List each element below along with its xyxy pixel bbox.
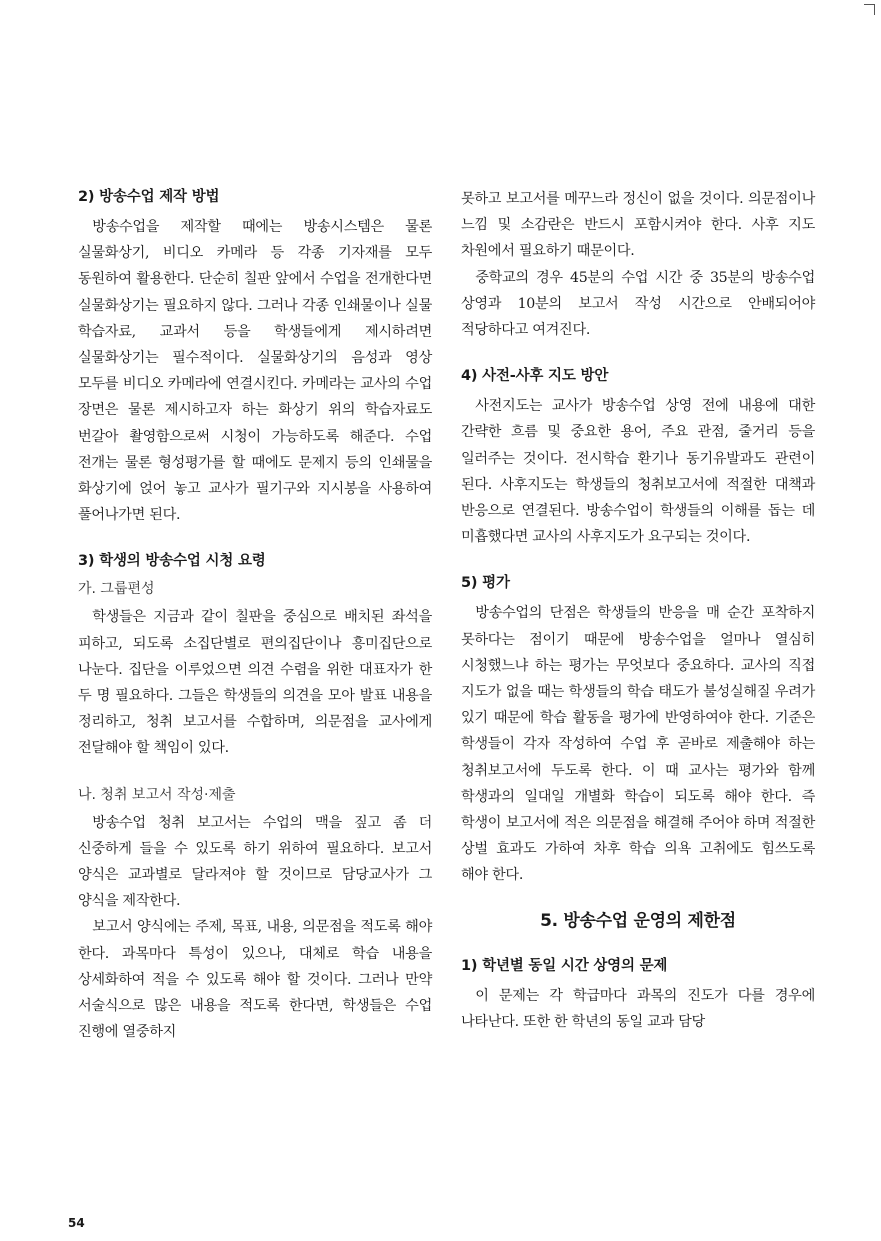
chapter-5-section-1-paragraph: 이 문제는 각 학급마다 과목의 진도가 다를 경우에 나타난다. 또한 한 학년의 동일 교과 담당 [461, 987, 815, 1030]
section-3b-heading: 나. 청취 보고서 작성·제출 [78, 786, 236, 803]
section-3b-paragraph-2: 보고서 양식에는 주제, 목표, 내용, 의문점을 적도록 해야 한다. 과목마다 특성이 있으나, 대체로 학습 내용을 상세화하여 적을 수 있도록 해야 할 것이다. 그러나 만약 서술식으로 많은 내용을 적도록 한다면, 학생들은 수업 진행에 열중하지 [78, 919, 432, 1041]
right-column [461, 186, 815, 1035]
page-corner-mark [864, 4, 875, 15]
section-4-heading: 4) 사전-사후 지도 방안 [461, 368, 609, 385]
section-5-heading: 5) 평가 [461, 575, 510, 592]
section-3b-paragraph-1: 방송수업 청취 보고서는 수업의 맥을 짚고 좀 더 신중하게 들을 수 있도록 하기 위하여 필요하다. 보고서 양식은 교과별로 달라져야 할 것이므로 담당교사가 그 양식을 제작한다. [78, 814, 432, 910]
page-number: 54 [68, 1216, 85, 1230]
section-4-paragraph: 사전지도는 교사가 방송수업 상영 전에 내용에 대한 간략한 흐름 및 중요한 용어, 주요 관점, 줄거리 등을 일러주는 것이다. 전시학습 환기나 동기유발과도 관련이 된다. 사후지도는 학생들의 청취보고서에 적절한 대책과 반응으로 연결된다. 방송수업이 학생들의 이해를 돕는 데 미흡했다면 교사의 사후지도가 요구되는 것이다. [461, 398, 815, 546]
section-3a-heading: 가. 그룹편성 [78, 581, 155, 598]
section-5-paragraph: 방송수업의 단점은 학생들의 반응을 매 순간 포착하지 못하다는 점이기 때문에 방송수업을 얼마나 열심히 시청했느냐 하는 평가는 무엇보다 중요하다. 교사의 직접 지도가 없을 때는 학생들의 학습 태도가 불성실해질 우려가 있기 때문에 학습 활동을 평가에 반영하여야 한다. 기준은 학생들이 각자 작성하여 수업 후 곧바로 제출해야 하는 청취보고서에 두도록 한다. 이 때 교사는 평가와 함께 학생과의 일대일 개별화 학습이 되도록 해야 한다. 즉 학생이 보고서에 적은 의문점을 해결해 주어야 하며 적절한 상벌 효과도 가하여 차후 학습 의욕 고취에도 힘쓰도록 해야 한다. [461, 605, 815, 884]
section-2-heading: 2) 방송수업 제작 방법 [78, 189, 220, 205]
section-3-heading: 3) 학생의 방송수업 시청 요령 [78, 553, 266, 570]
timing-paragraph: 중학교의 경우 45분의 수업 시간 중 35분의 방송수업 상영과 10분의 보고서 작성 시간으로 안배되어야 적당하다고 여겨진다. [461, 269, 815, 339]
section-3a-paragraph: 학생들은 지금과 같이 칠판을 중심으로 배치된 좌석을 피하고, 되도록 소집단별로 편의집단이나 흥미집단으로 나눈다. 집단을 이루었으면 의견 수렴을 위한 대표자가 한 두 명 필요하다. 그들은 학생들의 의견을 모아 발표 내용을 정리하고, 청취 보고서를 수합하며, 의문점을 교사에게 전달해야 할 책임이 있다. [78, 609, 432, 757]
chapter-5-section-1-heading: 1) 학년별 동일 시간 상영의 문제 [461, 957, 668, 974]
chapter-5-heading: 5. 방송수업 운영의 제한점 [540, 910, 736, 931]
continued-paragraph: 못하고 보고서를 메꾸느라 정신이 없을 것이다. 의문점이나 느낌 및 소감란은 반드시 포함시켜야 한다. 사후 지도 차원에서 필요하기 때문이다. [461, 191, 815, 260]
section-2-paragraph: 방송수업을 제작할 때에는 방송시스템은 물론 실물화상기, 비디오 카메라 등 각종 기자재를 모두 동원하여 활용한다. 단순히 칠판 앞에서 수업을 전개한다면 실물화상기는 필요하지 않다. 그러나 각종 인쇄물이나 실물 학습자료, 교과서 등을 학생들에게 제시하려면 실물화상기는 필수적이다. 실물화상기의 음성과 영상 모두를 비디오 카메라에 연결시킨다. 카메라는 교사의 수업 장면은 물론 제시하고자 하는 화상기 위의 학습자료도 번갈아 촬영함으로써 시청이 가능하도록 해준다. 수업 전개는 물론 형성평가를 할 때에도 문제지 등의 인쇄물을 화상기에 얹어 놓고 교사가 필기구와 지시봉을 사용하여 풀어나가면 된다. [78, 219, 432, 524]
left-column [78, 186, 432, 1045]
